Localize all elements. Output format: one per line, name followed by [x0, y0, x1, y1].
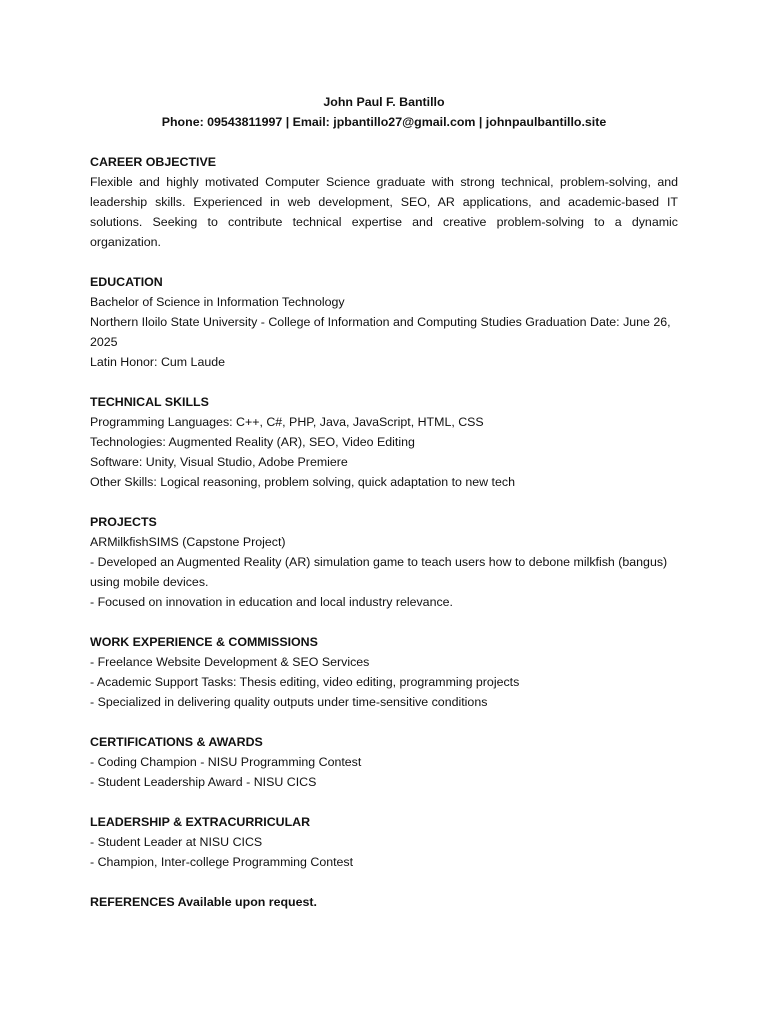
certifications-section: [90, 732, 678, 792]
section-title-technical-skills: TECHNICAL SKILLS: [90, 395, 209, 409]
work-item: - Specialized in delivering quality outputs under time-sensitive conditions: [90, 695, 488, 709]
section-title-leadership: LEADERSHIP & EXTRACURRICULAR: [90, 815, 311, 829]
project-item: - Developed an Augmented Reality (AR) simulation game to teach users how to debone milkfish (bangus) using mobile devices.: [90, 555, 668, 589]
section-title-career-objective: CAREER OBJECTIVE: [90, 155, 216, 169]
section-title-certifications: CERTIFICATIONS & AWARDS: [90, 735, 263, 749]
education-honor: Latin Honor: Cum Laude: [90, 355, 226, 369]
leadership-item: - Student Leader at NISU CICS: [90, 835, 263, 849]
skill-item: Other Skills: Logical reasoning, problem solving, quick adaptation to new tech: [90, 475, 515, 489]
education-school: Northern Iloilo State University - College of Information and Computing Studies Graduation Date: June 26, 2025: [90, 315, 671, 349]
leadership-section: [90, 812, 678, 872]
references-section: [90, 892, 678, 912]
contact-line: Phone: 09543811997 | Email: jpbantillo27@gmail.com | johnpaulbantillo.site: [161, 115, 607, 129]
education-degree: Bachelor of Science in Information Technology: [90, 295, 345, 309]
skill-item: Technologies: Augmented Reality (AR), SEO, Video Editing: [90, 435, 415, 449]
certification-item: - Student Leadership Award - NISU CICS: [90, 775, 317, 789]
education-section: [90, 272, 678, 372]
leadership-item: - Champion, Inter-college Programming Contest: [90, 855, 354, 869]
resume-header: [90, 92, 678, 132]
section-title-education: EDUCATION: [90, 275, 163, 289]
work-item: - Freelance Website Development & SEO Services: [90, 655, 370, 669]
career-objective-section: [90, 152, 678, 252]
career-objective-text: Flexible and highly motivated Computer Science graduate with strong technical, problem-solving, and leadership skills. Experienced in web development, SEO, AR applications, and academic-based IT solutions. Seeking to contribute technical expertise and creative problem-solving to a dynamic organization.: [90, 175, 678, 249]
skill-item: Programming Languages: C++, C#, PHP, Java, JavaScript, HTML, CSS: [90, 415, 484, 429]
section-title-projects: PROJECTS: [90, 515, 157, 529]
technical-skills-section: [90, 392, 678, 492]
projects-section: [90, 512, 678, 612]
project-item: - Focused on innovation in education and local industry relevance.: [90, 595, 453, 609]
section-title-work-experience: WORK EXPERIENCE & COMMISSIONS: [90, 635, 318, 649]
work-experience-section: [90, 632, 678, 712]
project-item: ARMilkfishSIMS (Capstone Project): [90, 535, 286, 549]
skill-item: Software: Unity, Visual Studio, Adobe Premiere: [90, 455, 348, 469]
references-text: REFERENCES Available upon request.: [90, 895, 317, 909]
work-item: - Academic Support Tasks: Thesis editing, video editing, programming projects: [90, 675, 520, 689]
candidate-name: John Paul F. Bantillo: [323, 95, 445, 109]
resume-page: [90, 92, 678, 912]
certification-item: - Coding Champion - NISU Programming Contest: [90, 755, 362, 769]
